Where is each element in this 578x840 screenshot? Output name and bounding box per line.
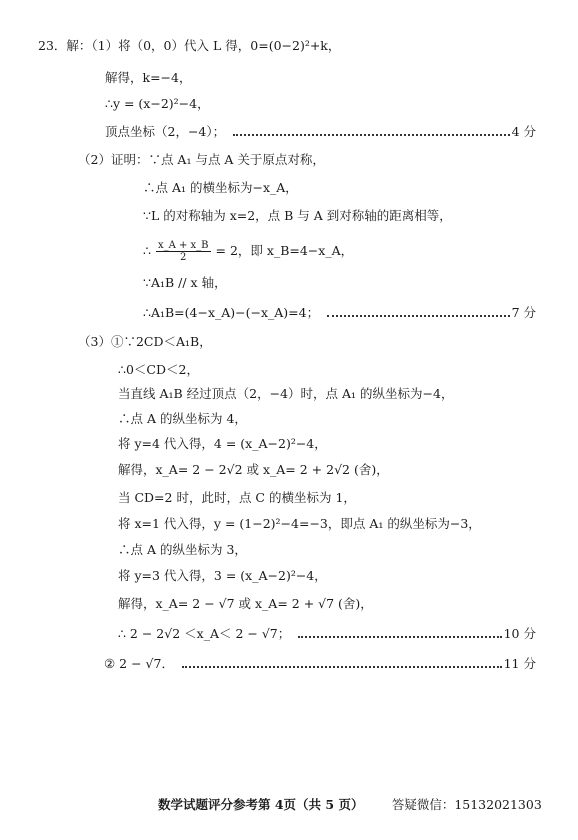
line-4-text: 顶点坐标（2，−4）； (105, 124, 226, 139)
fraction-numerator: x_A + x_B (157, 240, 209, 251)
line-12: ∴0＜CD＜2， (118, 362, 199, 377)
footer-page-title: 数学试题评分参考第 4页（共 5 页） (158, 797, 364, 812)
leader-dots (182, 666, 502, 668)
leader-dots (298, 636, 501, 638)
line-9: ∵A₁B // x 轴， (143, 275, 227, 290)
line-2: 解得，k=−4， (105, 70, 192, 85)
line-13: 当直线 A₁B 经过顶点（2，−4）时，点 A₁ 的纵坐标为−4， (118, 386, 454, 401)
fraction (156, 240, 211, 263)
footer-wechat: 答疑微信：15132021303 (391, 797, 542, 812)
line-20: 将 y=3 代入得，3 = (x_A−2)²−4， (118, 568, 327, 583)
line-1: 23．解：（1）将（0，0）代入 L 得，0=(0−2)²+k， (38, 38, 341, 53)
score-label: 10 分 (503, 626, 536, 641)
line-11: （3）①∵2CD＜A₁B， (78, 334, 212, 349)
line-10-scored (143, 305, 536, 321)
line-14: ∴点 A 的纵坐标为 4， (118, 411, 247, 426)
line-22-scored (118, 626, 536, 642)
page-footer (158, 795, 542, 813)
score-label: 7 分 (511, 305, 536, 320)
line-6: ∴点 A₁ 的横坐标为−x_A， (143, 180, 298, 195)
leader-dots (233, 134, 509, 136)
line-23-scored (104, 656, 536, 672)
line-8-text: = 2，即 x_B=4−x_A， (215, 243, 354, 258)
line-7: ∵L 的对称轴为 x=2，点 B 与 A 到对称轴的距离相等， (143, 208, 452, 223)
line-18: 将 x=1 代入得，y = (1−2)²−4=−3，即点 A₁ 的纵坐标为−3， (118, 516, 481, 531)
line-19: ∴点 A 的纵坐标为 3， (118, 542, 247, 557)
leader-dots (327, 315, 509, 317)
line-22-text: ∴ 2 − 2√2 ＜x_A＜ 2 − √7； (118, 626, 291, 641)
line-3: ∴y = (x−2)²−4， (105, 96, 210, 111)
line-15: 将 y=4 代入得，4 = (x_A−2)²−4， (118, 436, 327, 451)
line-23-text: ② 2 − √7． (104, 656, 174, 671)
line-16: 解得，x_A= 2 − 2√2 或 x_A= 2 + 2√2 (舍)， (118, 462, 389, 477)
score-label: 11 分 (503, 656, 536, 671)
score-label: 4 分 (511, 124, 536, 139)
line-5: （2）证明：∵点 A₁ 与点 A 关于原点对称， (78, 152, 325, 167)
line-17: 当 CD=2 时，此时，点 C 的横坐标为 1， (118, 490, 356, 505)
therefore-symbol: ∴ (143, 243, 151, 258)
line-8 (143, 238, 353, 264)
line-10-text: ∴A₁B=(4−x_A)−(−x_A)=4； (143, 305, 320, 320)
line-21: 解得，x_A= 2 − √7 或 x_A= 2 + √7 (舍)， (118, 596, 373, 611)
line-4-scored (105, 124, 536, 140)
fraction-denominator: 2 (180, 252, 187, 263)
